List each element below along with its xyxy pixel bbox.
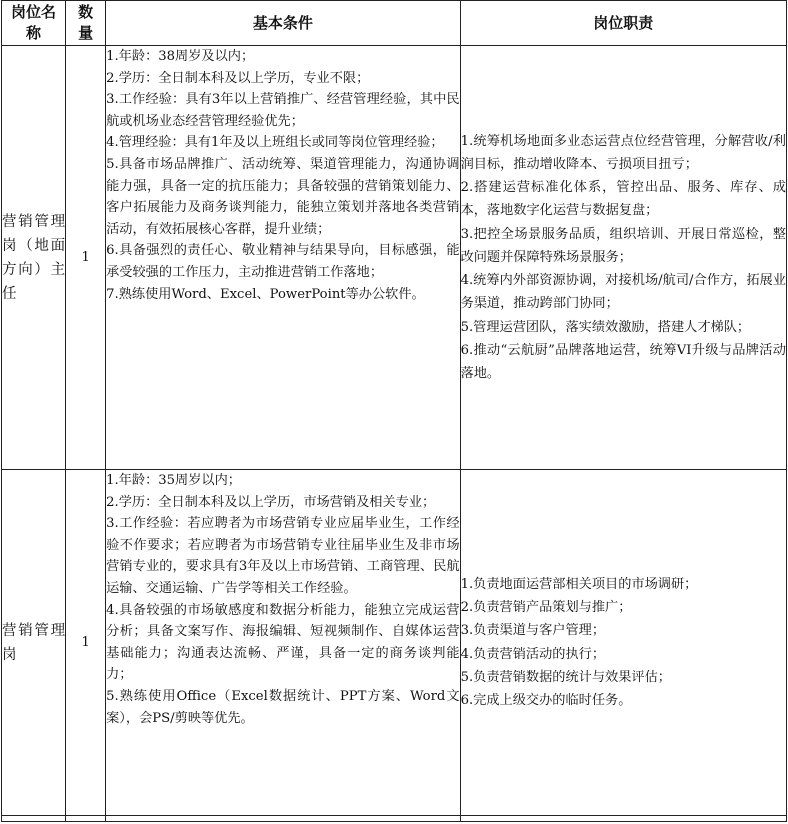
- conditions-cell: [106, 46, 460, 470]
- count-cell: 1: [66, 46, 106, 470]
- job-table: [1, 0, 787, 822]
- duty-item: 6.完成上级交办的临时任务。: [460, 692, 632, 708]
- position-name-cell: 营销管理岗（地面方向）主任: [2, 46, 66, 470]
- condition-item: 7.熟练使用Word、Excel、PowerPoint等办公软件。: [106, 286, 425, 302]
- duties-cell: [460, 470, 786, 816]
- duty-item: 3.负责渠道与客户管理；: [460, 623, 606, 639]
- condition-item: 1.年龄：38周岁及以内；: [106, 49, 255, 64]
- count-cell: 1: [66, 470, 106, 816]
- continuation-cell: [2, 816, 66, 822]
- duty-item: 2.负责营销产品策划与推广；: [460, 600, 632, 616]
- header-basic-conditions: 基本条件: [106, 1, 460, 46]
- table-row: [2, 470, 787, 816]
- condition-item: 1.年龄：35周岁以内；: [106, 473, 241, 488]
- condition-item: 4.管理经验：具有1年及以上班组长或同等岗位管理经验；: [106, 135, 444, 151]
- continuation-cell: [66, 816, 106, 822]
- condition-item: 2.学历：全日制本科及以上学历，市场营销及相关专业；: [106, 494, 436, 510]
- table-continuation-row: [2, 816, 787, 822]
- duty-item: 5.管理运营团队，落实绩效激励，搭建人才梯队；: [460, 319, 751, 335]
- header-position-name: 岗位名称: [2, 1, 66, 46]
- duty-item: 6.推动“云航厨”品牌落地运营，统筹VI升级与品牌活动落地。: [460, 342, 786, 381]
- condition-item: 6.具备强烈的责任心、敬业精神与结果导向，目标感强，能承受较强的工作压力，主动推进营销工作落地；: [106, 243, 460, 280]
- duty-item: 1.负责地面运营部相关项目的市场调研；: [460, 576, 698, 592]
- condition-item: 2.学历：全日制本科及以上学历，专业不限；: [106, 70, 370, 86]
- position-name-cell: 营销管理岗: [2, 470, 66, 816]
- duty-item: 5.负责营销数据的统计与效果评估；: [460, 669, 671, 685]
- condition-item: 4.具备较强的市场敏感度和数据分析能力，能独立完成运营分析；具备文案写作、海报编辑、短视频制作、自媒体运营基础能力；沟通表达流畅、严谨，具备一定的商务谈判能力；: [106, 602, 460, 683]
- header-count: 数量: [66, 1, 106, 46]
- condition-item: 5.熟练使用Office（Excel数据统计、PPT方案、Word文案），会PS/剪映等优先。: [106, 688, 460, 726]
- duties-cell: [460, 46, 786, 470]
- continuation-cell: [106, 816, 460, 822]
- conditions-cell: [106, 470, 460, 816]
- condition-item: 3.工作经验：具有3年以上营销推广、经营管理经验，其中民航或机场业态经营管理经验优先；: [106, 92, 460, 129]
- table-header-row: [2, 1, 787, 46]
- duty-item: 4.统筹内外部资源协调，对接机场/航司/合作方，拓展业务渠道，推动跨部门协同；: [460, 273, 786, 312]
- duty-item: 4.负责营销活动的执行；: [460, 646, 606, 662]
- condition-item: 3.工作经验：若应聘者为市场营销专业应届毕业生，工作经验不作要求；若应聘者为市场营销专业往届毕业生及非市场营销专业的，要求具有3年及以上市场营销、工商管理、民航运输、交通运输、广告学等相关工作经验。: [106, 516, 460, 596]
- duty-item: 1.统筹机场地面多业态运营点位经营管理，分解营收/利润目标，推动增收降本、亏损项目扭亏；: [460, 133, 786, 173]
- table-row: [2, 46, 787, 470]
- duty-item: 3.把控全场景服务品质，组织培训、开展日常巡检，整改问题并保障特殊场景服务；: [460, 226, 786, 265]
- header-duties: 岗位职责: [460, 1, 786, 46]
- duty-item: 2.搭建运营标准化体系，管控出品、服务、库存、成本，落地数字化运营与数据复盘；: [460, 180, 786, 219]
- continuation-cell: [460, 816, 786, 822]
- condition-item: 5.具备市场品牌推广、活动统筹、渠道管理能力，沟通协调能力强，具备一定的抗压能力；具备较强的营销策划能力、客户拓展能力及商务谈判能力，能独立策划并落地各类营销活动，有效拓展核心客群，提升业绩；: [106, 156, 460, 237]
